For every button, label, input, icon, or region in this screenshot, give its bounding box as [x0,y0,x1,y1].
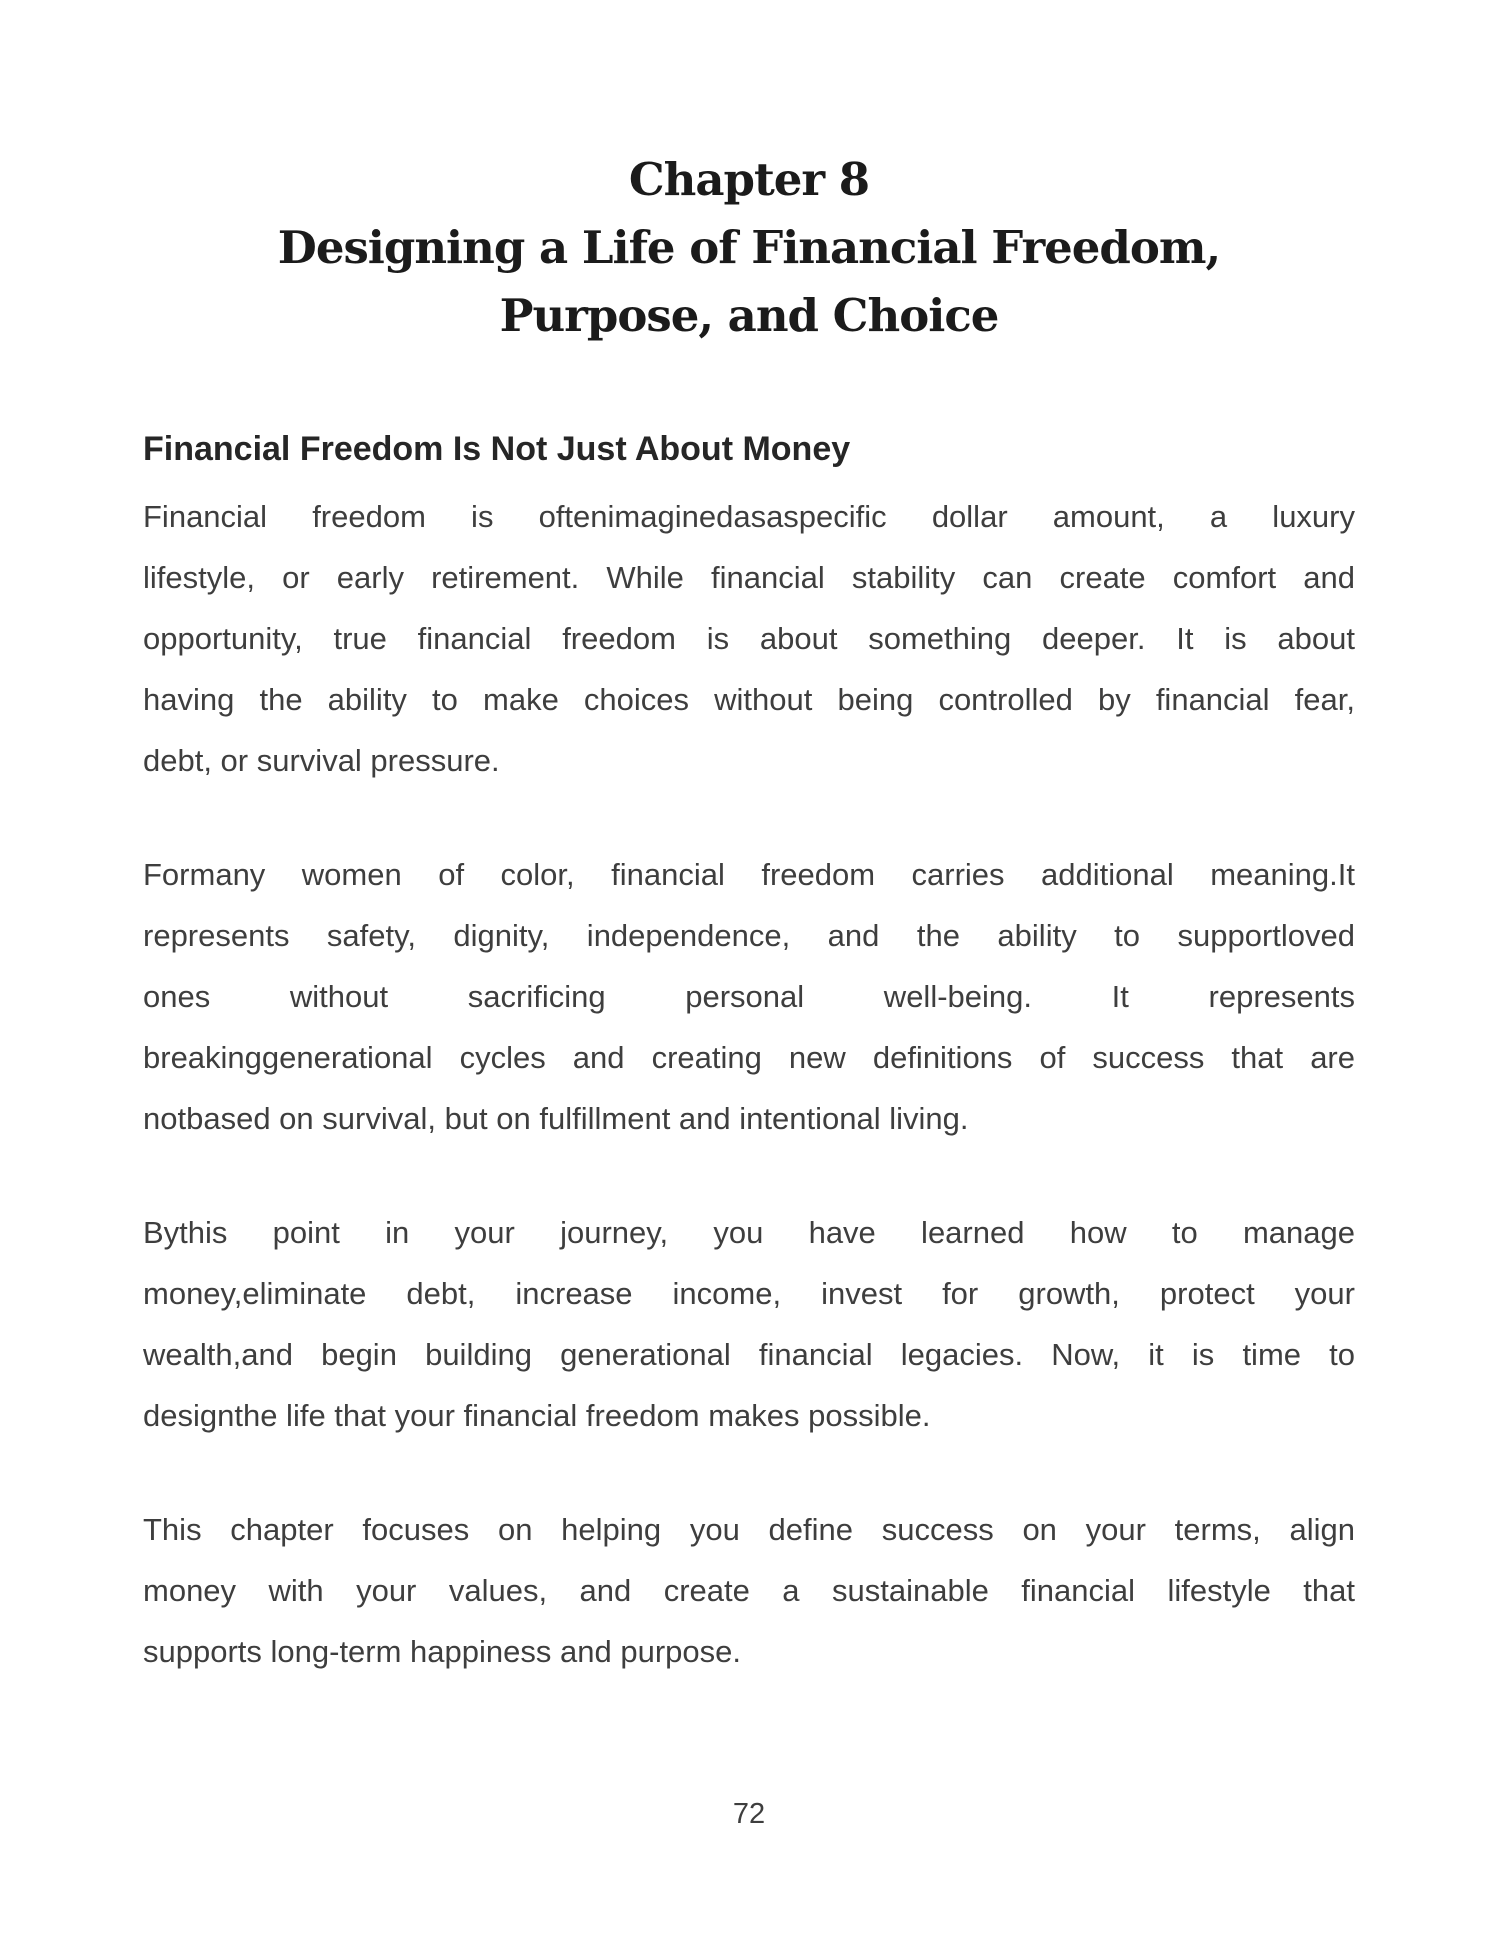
body-line: designthe life that your financial freedom makes possible. [143,1398,931,1433]
body-line: ones without sacrificing personal well-being. It represents [143,979,1355,1014]
body-line: breakinggenerational cycles and creating new definitions of success that are [143,1040,1355,1075]
body-line: This chapter focuses on helping you define success on your terms, align [143,1512,1355,1547]
body-line: lifestyle, or early retirement. While financial stability can create comfort and [143,560,1355,595]
body-line: notbased on survival, but on fulfillment and intentional living. [143,1101,969,1136]
paragraph [143,1499,1355,1682]
body-line: debt, or survival pressure. [143,743,500,778]
body-line: supports long-term happiness and purpose. [143,1634,741,1669]
body-line: Financial freedom is oftenimaginedasaspecific dollar amount, a luxury [143,499,1355,534]
body-line: money,eliminate debt, increase income, invest for growth, protect your [143,1276,1355,1311]
body-line: money with your values, and create a sustainable financial lifestyle that [143,1573,1355,1608]
body-line: having the ability to make choices without being controlled by financial fear, [143,682,1355,717]
body-line: Formany women of color, financial freedom carries additional meaning.It [143,857,1355,892]
section-heading: Financial Freedom Is Not Just About Money [143,430,851,468]
page-number: 72 [732,1798,766,1830]
body-line: opportunity, true financial freedom is about something deeper. It is about [143,621,1355,656]
chapter-title-line-3: Purpose, and Choice [499,289,999,342]
chapter-title-line-1: Chapter 8 [628,153,870,206]
paragraph [143,1202,1355,1446]
paragraph [143,844,1355,1149]
chapter-title [143,146,1355,350]
chapter-title-line-2: Designing a Life of Financial Freedom, [277,221,1221,274]
body-line: represents safety, dignity, independence, and the ability to supportloved [143,918,1355,953]
page-content [143,0,1355,1735]
paragraph [143,486,1355,791]
body-line: Bythis point in your journey, you have learned how to manage [143,1215,1355,1250]
body-line: wealth,and begin building generational financial legacies. Now, it is time to [143,1337,1355,1372]
body-text [143,486,1355,1682]
